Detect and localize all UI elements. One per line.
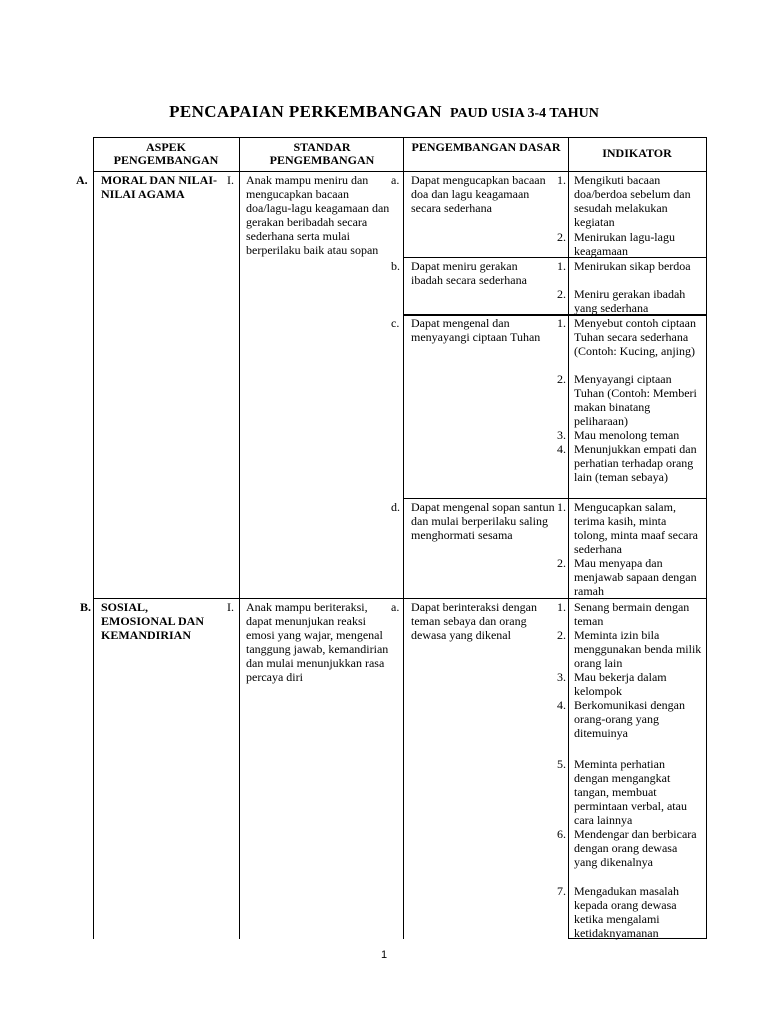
- group-d-letter: d.: [391, 500, 400, 514]
- indikator-number: 1.: [557, 600, 566, 614]
- indikator-text: Mau menolong teman: [574, 428, 680, 442]
- indikator-number: 1.: [557, 173, 566, 187]
- table-left-border: [93, 137, 94, 939]
- indikator-number: 3.: [557, 670, 566, 684]
- indikator-text: Senang bermain dengan teman: [574, 600, 690, 629]
- indikator-number: 2.: [557, 230, 566, 244]
- table-top-border: [93, 137, 707, 138]
- title-main: PENCAPAIAN PERKEMBANGAN: [169, 102, 442, 121]
- group-a-letter: a.: [391, 600, 400, 614]
- indikator-number: 1.: [557, 259, 566, 273]
- indikator-number: 5.: [557, 757, 566, 771]
- section-a-aspek: MORAL DAN NILAI-NILAI AGAMA: [101, 173, 218, 202]
- indikator-text: Mengucapkan salam, terima kasih, minta tolong, minta maaf secara sederhana: [574, 500, 698, 557]
- indikator-text: Mau menyapa dan menjawab sapaan dengan ramah: [574, 556, 697, 599]
- group-c-letter: c.: [391, 316, 400, 330]
- indikator-number: 4.: [557, 698, 566, 712]
- indikator-number: 2.: [557, 628, 566, 642]
- section-a-roman: I.: [227, 173, 234, 187]
- section-a-standar: Anak mampu meniru dan mengucapkan bacaan doa/lagu-lagu keagamaan dan gerakan beribadah secara sederhana serta mulai berperilaku baik atau sopan: [246, 173, 390, 258]
- section-b-aspek: SOSIAL, EMOSIONAL DAN KEMANDIRIAN: [101, 600, 205, 643]
- indikator-text: Menyebut contoh ciptaan Tuhan secara sederhana (Contoh: Kucing, anjing): [574, 316, 696, 359]
- group-d-dasar: Dapat mengenal sopan santun dan mulai berperilaku saling menghormati sesama: [411, 500, 555, 543]
- group-b-letter: b.: [391, 259, 400, 273]
- indikator-text: Menirukan sikap berdoa: [574, 259, 691, 273]
- indikator-number: 1.: [557, 316, 566, 330]
- indikator-number: 2.: [557, 287, 566, 301]
- document-title: [0, 101, 768, 125]
- group-a-dasar: Dapat mengucapkan bacaan doa dan lagu keagamaan secara sederhana: [411, 173, 546, 216]
- group-separator: [403, 498, 707, 499]
- indikator-text: Mau bekerja dalam kelompok: [574, 670, 667, 699]
- group-a-letter: a.: [391, 173, 400, 187]
- indikator-text: Meminta perhatian dengan mengangkat tangan, membuat permintaan verbal, atau cara lainnya: [574, 757, 687, 828]
- header-dasar: PENGEMBANGAN DASAR: [411, 140, 561, 154]
- indikator-text: Menyayangi ciptaan Tuhan (Contoh: Memberi makan binatang peliharaan): [574, 372, 697, 429]
- indikator-number: 7.: [557, 884, 566, 898]
- indikator-text: Berkomunikasi dengan orang-orang yang ditemuinya: [574, 698, 685, 741]
- col-divider-1: [239, 137, 240, 939]
- page-number: 1: [380, 949, 388, 961]
- indikator-number: 3.: [557, 428, 566, 442]
- indikator-number: 1.: [557, 500, 566, 514]
- title-sub: PAUD USIA 3-4 TAHUN: [449, 106, 599, 121]
- group-a-dasar: Dapat berinteraksi dengan teman sebaya dan orang dewasa yang dikenal: [411, 600, 537, 643]
- group-c-dasar: Dapat mengenal dan menyayangi ciptaan Tuhan: [411, 316, 541, 345]
- header-indikator: INDIKATOR: [602, 146, 672, 160]
- indikator-text: Mengikuti bacaan doa/berdoa sebelum dan sesudah melakukan kegiatan: [574, 173, 691, 230]
- indikator-number: 2.: [557, 372, 566, 386]
- indikator-number: 6.: [557, 827, 566, 841]
- section-b-standar: Anak mampu beriteraksi, dapat menunjukan reaksi emosi yang wajar, mengenal tanggung jawab, kemandirian dan mulai menunjukkan rasa percaya diri: [246, 600, 389, 685]
- indikator-number: 4.: [557, 442, 566, 456]
- indikator-text: Menirukan lagu-lagu keagamaan: [574, 230, 675, 259]
- section-b-roman: I.: [227, 600, 234, 614]
- header-bottom-border: [93, 171, 707, 172]
- indikator-number: 2.: [557, 556, 566, 570]
- section-b-letter: B.: [80, 600, 92, 614]
- indikator-text: Meminta izin bila menggunakan benda milik orang lain: [574, 628, 702, 671]
- header-aspek: ASPEK PENGEMBANGAN: [113, 140, 219, 167]
- section-a-letter: A.: [76, 173, 88, 187]
- indikator-text: Mendengar dan berbicara dengan orang dewasa yang dikenalnya: [574, 827, 697, 870]
- indikator-text: Mengadukan masalah kepada orang dewasa ketika mengalami ketidaknyamanan: [574, 884, 679, 941]
- indikator-text: Meniru gerakan ibadah yang sederhana: [574, 287, 686, 316]
- header-standar: STANDAR PENGEMBANGAN: [269, 140, 375, 167]
- group-b-dasar: Dapat meniru gerakan ibadah secara sederhana: [411, 259, 527, 288]
- indikator-text: Menunjukkan empati dan perhatian terhadap orang lain (teman sebaya): [574, 442, 697, 485]
